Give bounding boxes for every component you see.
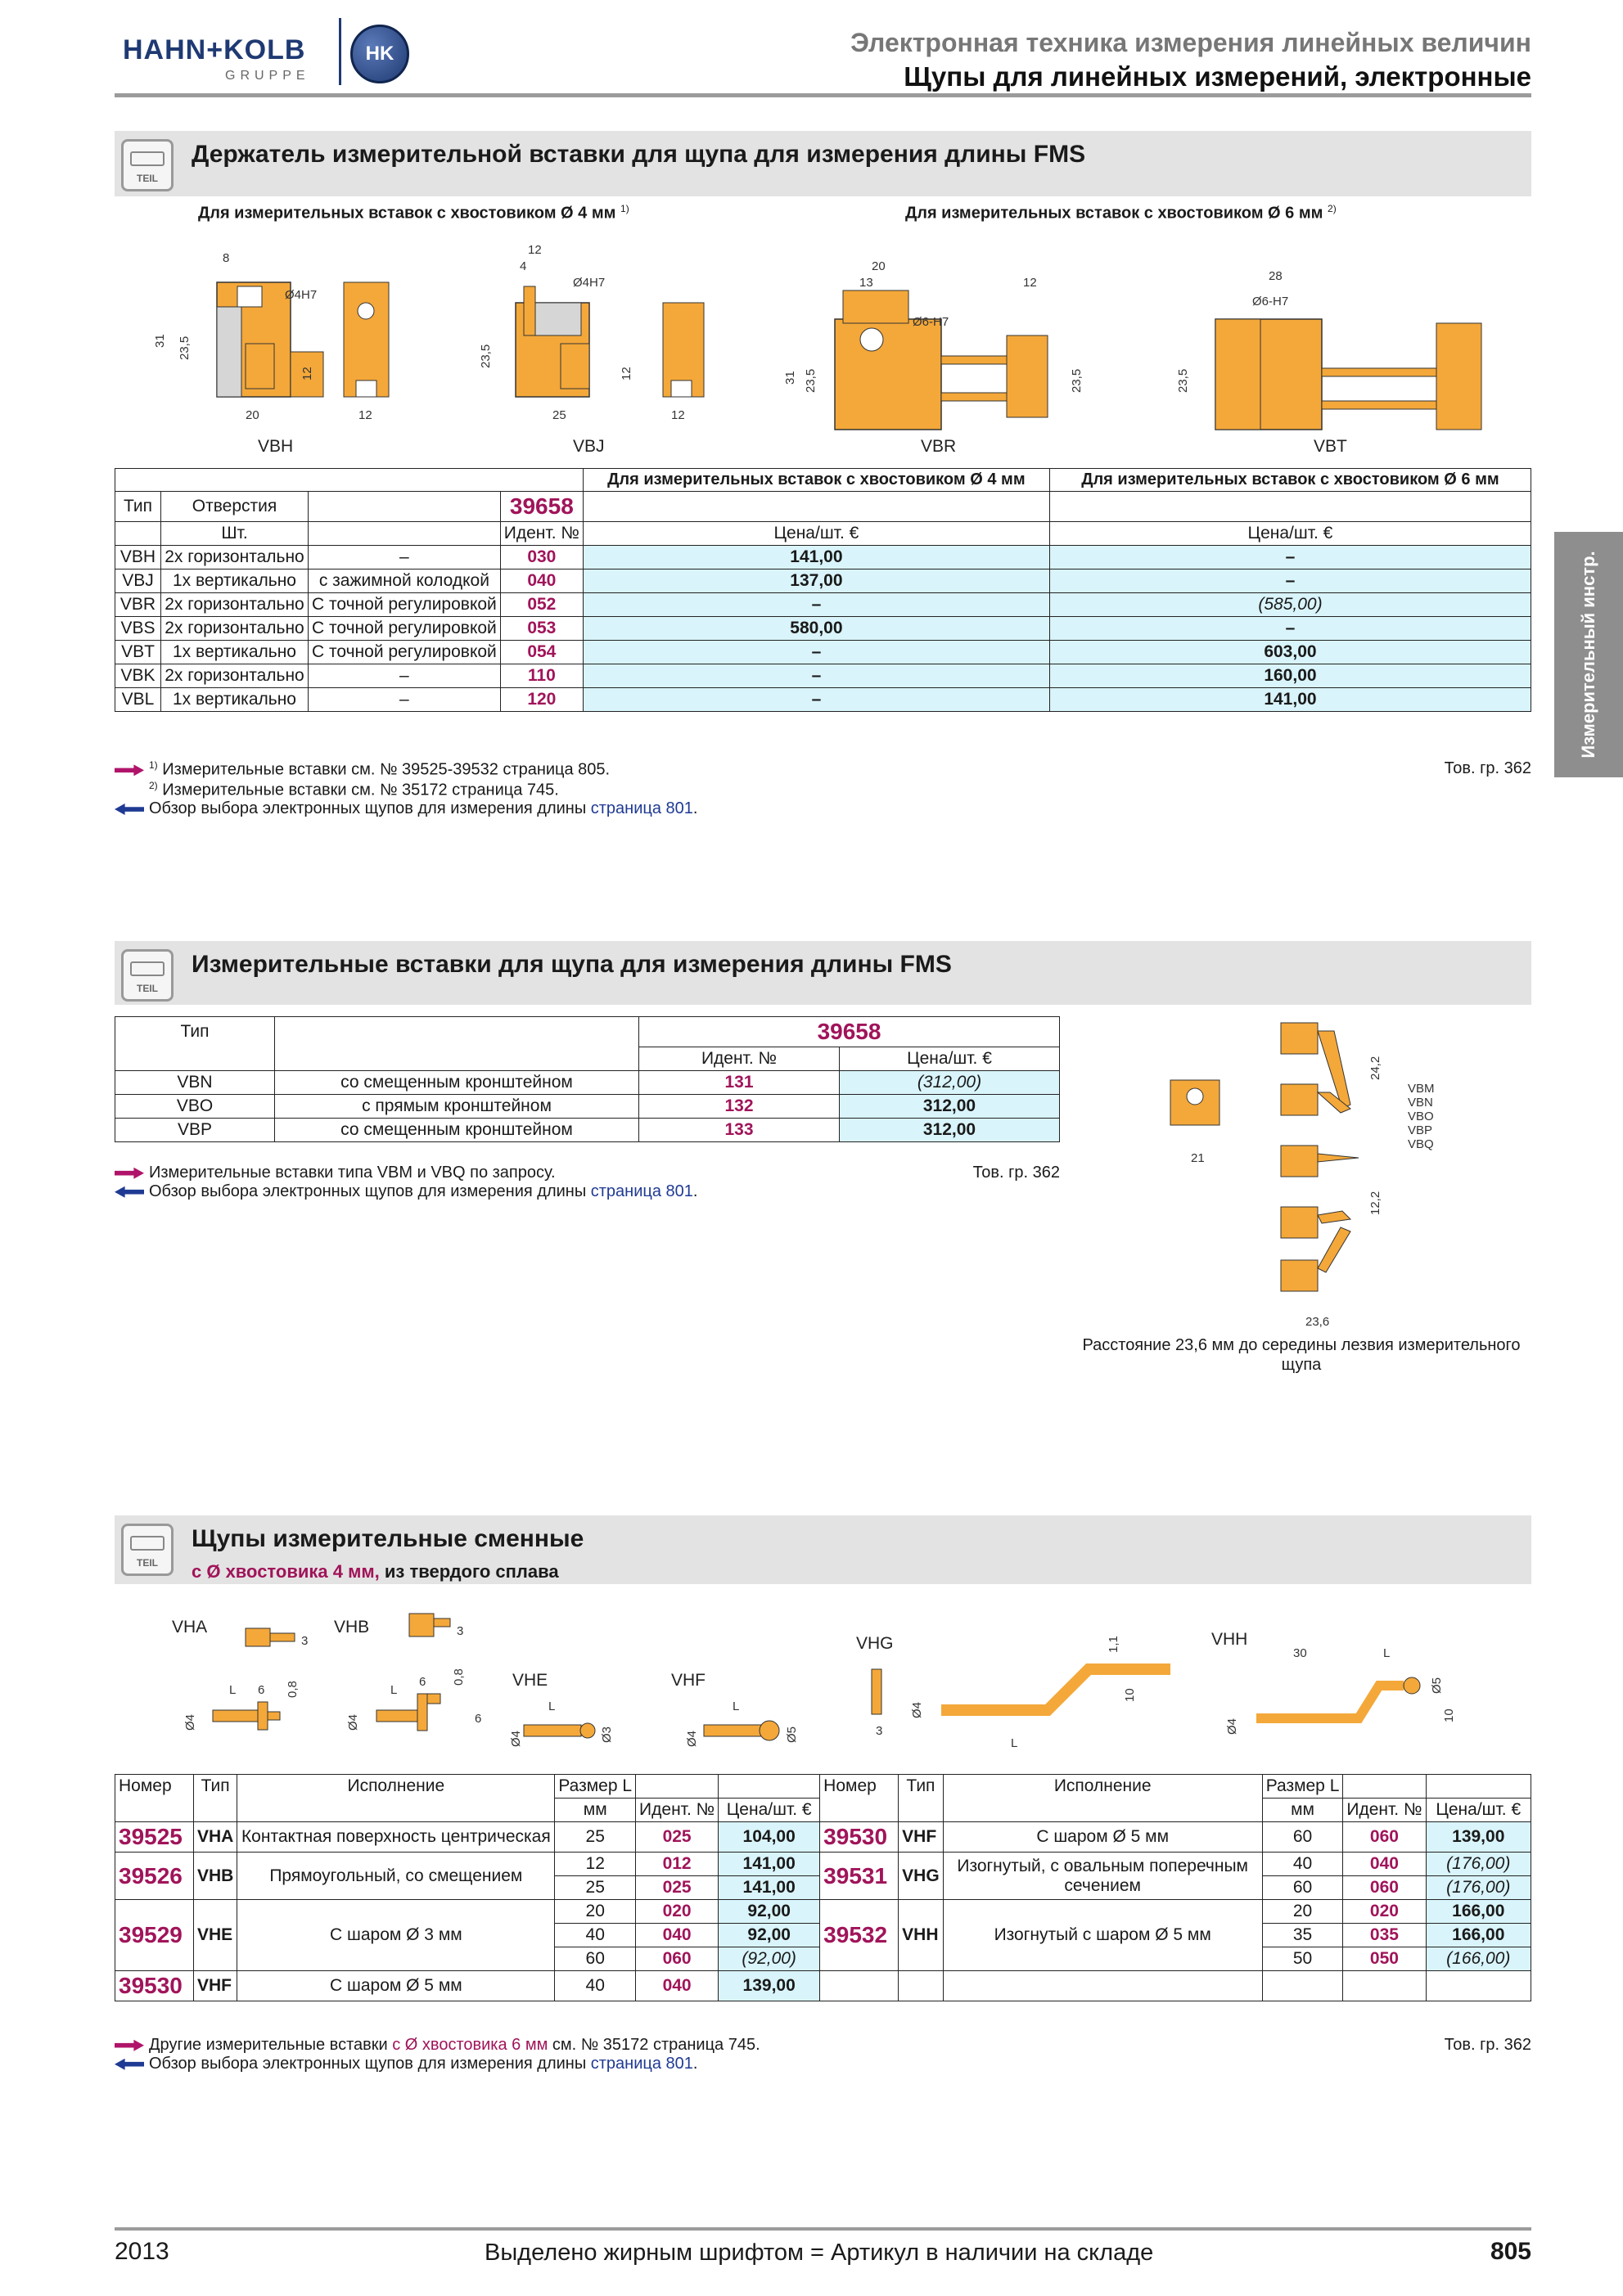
drawing-label: VHE xyxy=(512,1671,548,1690)
cell-type: VBR xyxy=(115,593,161,617)
arrow-left-icon xyxy=(115,1186,144,1198)
drawing-label: VHA xyxy=(172,1618,208,1636)
cell-price-6: 160,00 xyxy=(1049,664,1531,688)
cell-price: (166,00) xyxy=(1426,1947,1531,1971)
cell-price-4: 580,00 xyxy=(583,617,1049,641)
cell-price: 312,00 xyxy=(840,1095,1060,1119)
col-size: Размер L xyxy=(555,1775,636,1799)
cell-num: 39526 xyxy=(115,1853,194,1900)
cell-ident: 060 xyxy=(636,1947,719,1971)
section1-title: Держатель измерительной вставки для щупа для измерения длины FMS xyxy=(192,141,1086,168)
cell-price-6: 141,00 xyxy=(1049,688,1531,712)
cell-price-4: – xyxy=(583,688,1049,712)
cell-ident: 025 xyxy=(636,1822,719,1853)
dim-label: Ø5 xyxy=(785,1726,799,1743)
cell-price: (176,00) xyxy=(1426,1853,1531,1876)
dim-label: Ø4 xyxy=(1225,1717,1239,1735)
cell-ident: 060 xyxy=(1343,1822,1426,1853)
footer-year: 2013 xyxy=(115,2238,169,2265)
cell-type: VHE xyxy=(194,1900,237,1971)
cell-ident: 040 xyxy=(636,1924,719,1947)
dim-label: Ø4 xyxy=(183,1713,197,1731)
cell-size: 40 xyxy=(555,1971,636,2001)
table-row xyxy=(115,1900,1531,1924)
dim-label: 23,5 xyxy=(804,368,818,393)
cell-num: 39530 xyxy=(820,1822,899,1853)
page-number: 805 xyxy=(1490,2238,1531,2265)
dim-label: 12 xyxy=(358,408,372,422)
dim-label: 3 xyxy=(876,1724,883,1738)
table-row xyxy=(115,1971,1531,2001)
cell-price: 166,00 xyxy=(1426,1924,1531,1947)
section2-table xyxy=(115,1016,1060,1142)
cell-holes: 2x горизонтально xyxy=(161,617,309,641)
cell-ident: 120 xyxy=(500,688,583,712)
cell-exec: С шаром Ø 5 мм xyxy=(237,1971,555,2001)
dim-label: 31 xyxy=(153,334,167,348)
goods-group: Тов. гр. 362 xyxy=(1444,2036,1531,2054)
section2-caption: Расстояние 23,6 мм до середины лезвия измерительного щупа xyxy=(1082,1336,1521,1374)
dim-label: 20 xyxy=(872,259,886,273)
logo xyxy=(123,18,417,92)
dim-label: Ø6-H7 xyxy=(913,315,949,329)
dim-label: 12 xyxy=(528,243,542,257)
arrow-right-icon xyxy=(115,1168,144,1179)
dim-label: 25 xyxy=(552,408,566,422)
cell-holes: 2x горизонтально xyxy=(161,546,309,569)
section3-drawings xyxy=(115,1604,1531,1780)
table-row xyxy=(115,1071,1060,1095)
cell-size: 25 xyxy=(555,1822,636,1853)
cell-price-6: – xyxy=(1049,617,1531,641)
cell-price-6: – xyxy=(1049,569,1531,593)
col-type: Тип xyxy=(899,1775,944,1799)
cell-type: VBP xyxy=(115,1119,275,1142)
cell-size: 20 xyxy=(1262,1900,1343,1924)
dim-label: 12 xyxy=(620,367,633,380)
col-price: Цена/шт. € xyxy=(1426,1799,1531,1822)
cell-size: 60 xyxy=(1262,1822,1343,1853)
dim-label: 6 xyxy=(419,1675,426,1689)
table-row xyxy=(115,641,1531,664)
cell-ident: 132 xyxy=(639,1095,840,1119)
cell-exec: Прямоугольный, со смещением xyxy=(237,1853,555,1900)
col-price: Цена/шт. € xyxy=(840,1047,1060,1071)
article-number: 39658 xyxy=(639,1017,1060,1047)
dim-label: Ø6-H7 xyxy=(1252,295,1289,308)
col-pcs: Шт. xyxy=(161,522,309,546)
cell-type: VHF xyxy=(194,1971,237,2001)
tool-icon: TEIL xyxy=(121,949,174,1002)
dim-label: 10 xyxy=(1123,1688,1137,1702)
arrow-right-icon xyxy=(115,764,144,776)
drawing-label: VHF xyxy=(671,1671,706,1690)
cell-desc: С точной регулировкой xyxy=(309,593,501,617)
cell-ident: 040 xyxy=(1343,1853,1426,1876)
dim-label: Ø4 xyxy=(509,1730,523,1747)
dim-label: 24,2 xyxy=(1368,1056,1382,1080)
drawing-vbr xyxy=(783,259,1084,456)
dim-label: 21 xyxy=(1191,1151,1205,1165)
dim-label: 23,5 xyxy=(1070,368,1084,393)
table-row xyxy=(115,617,1531,641)
drawing-label: VBH xyxy=(258,437,294,456)
note-1: $^{1)}$ Измерительные вставки см. № 39525-39532 страница 805. Тов. гр. 362 xyxy=(115,759,1531,780)
table-row xyxy=(115,688,1531,712)
drawing-label: VBM xyxy=(1408,1082,1435,1096)
cell-num: 39529 xyxy=(115,1900,194,1971)
dim-label: Ø4 xyxy=(910,1701,924,1718)
cell-type: VBL xyxy=(115,688,161,712)
cell-price: 141,00 xyxy=(719,1876,820,1900)
logo-text: HAHN+KOLB xyxy=(123,34,306,65)
drawing-label: VHG xyxy=(856,1634,894,1653)
dim-label: 30 xyxy=(1293,1646,1307,1660)
cell-size: 25 xyxy=(555,1876,636,1900)
cell-type: VBO xyxy=(115,1095,275,1119)
cell-exec: С шаром Ø 3 мм xyxy=(237,1900,555,1971)
cell-price-6: 603,00 xyxy=(1049,641,1531,664)
cell-ident: 053 xyxy=(500,617,583,641)
col-holes: Отверстия xyxy=(161,492,309,522)
cell-desc: С точной регулировкой xyxy=(309,641,501,664)
col-price-6: Цена/шт. € xyxy=(1049,522,1531,546)
cell-size: 60 xyxy=(1262,1876,1343,1900)
goods-group: Тов. гр. 362 xyxy=(972,1164,1060,1182)
dim-label: 23,5 xyxy=(178,335,192,360)
cell-price: 92,00 xyxy=(719,1900,820,1924)
table-row xyxy=(115,664,1531,688)
cell-type: VBJ xyxy=(115,569,161,593)
cell-ident: 025 xyxy=(636,1876,719,1900)
drawing-label: VBJ xyxy=(573,437,605,456)
drawing-vbh xyxy=(153,251,389,456)
cell-desc: С точной регулировкой xyxy=(309,617,501,641)
cell-desc: с зажимной колодкой xyxy=(309,569,501,593)
dim-label: Ø3 xyxy=(600,1726,614,1743)
dim-label: 23,5 xyxy=(1176,368,1190,393)
cell-ident: 054 xyxy=(500,641,583,664)
drawing-vbj xyxy=(479,243,704,456)
drawing-vbt xyxy=(1176,269,1481,456)
table-row xyxy=(115,1119,1060,1142)
table-row xyxy=(115,1822,1531,1853)
note-1: Измерительные вставки типа VBM и VBQ по запросу. Тов. гр. 362 xyxy=(115,1164,1060,1182)
cell-ident: 060 xyxy=(1343,1876,1426,1900)
drawing-label: VBR xyxy=(921,437,957,456)
cell-type: VBK xyxy=(115,664,161,688)
table-row xyxy=(115,1853,1531,1876)
cell-ident: 030 xyxy=(500,546,583,569)
dim-label: Ø5 xyxy=(1430,1677,1444,1694)
dim-label: 3 xyxy=(457,1624,464,1638)
cell-type: VHB xyxy=(194,1853,237,1900)
side-tab[interactable]: Измерительный инстр. xyxy=(1554,532,1623,777)
dim-label: Ø4 xyxy=(685,1730,699,1747)
cell-num: 39525 xyxy=(115,1822,194,1853)
cell-price: 312,00 xyxy=(840,1119,1060,1142)
cell-size: 12 xyxy=(555,1853,636,1876)
col-type: Тип xyxy=(194,1775,237,1799)
cell-price-6: – xyxy=(1049,546,1531,569)
cell-price-6: (585,00) xyxy=(1049,593,1531,617)
cell-price: 166,00 xyxy=(1426,1900,1531,1924)
dim-label: 1,1 xyxy=(1107,1636,1120,1653)
header-titles xyxy=(850,28,1531,92)
cell-ident: 035 xyxy=(1343,1924,1426,1947)
section2-drawing xyxy=(1080,1015,1531,1342)
drawing-label: VHH xyxy=(1211,1630,1248,1649)
col-ident: Идент. № xyxy=(636,1799,719,1822)
cell-type: VHA xyxy=(194,1822,237,1853)
drawing-label: VHB xyxy=(334,1618,370,1636)
cell-num: 39530 xyxy=(115,1971,194,2001)
dim-label: 28 xyxy=(1269,269,1283,283)
hdr-group-4: Для измерительных вставок с хвостовиком Ø 4 мм xyxy=(583,469,1049,492)
note-1: Другие измерительные вставки с Ø хвостовика 6 мм см. № 35172 страница 745. Тов. гр. 362 xyxy=(115,2036,1531,2055)
cell-desc: – xyxy=(309,546,501,569)
dim-label: 4 xyxy=(520,259,527,273)
cell-ident: 131 xyxy=(639,1071,840,1095)
dim-label: 12 xyxy=(1023,276,1037,290)
cell-exec: Контактная поверхность центрическая xyxy=(237,1822,555,1853)
col-exec: Исполнение xyxy=(237,1775,555,1799)
dim-label: 31 xyxy=(783,371,797,385)
col-ident: Идент. № xyxy=(639,1047,840,1071)
cell-price-4: – xyxy=(583,641,1049,664)
cell-size: 20 xyxy=(555,1900,636,1924)
cell-ident: 040 xyxy=(500,569,583,593)
cell-size: 60 xyxy=(555,1947,636,1971)
cell-exec: Изогнутый, с овальным поперечным сечением xyxy=(943,1853,1262,1900)
section1-header xyxy=(115,131,1531,196)
footer-divider xyxy=(115,2227,1531,2231)
col-ident: Идент. № xyxy=(1343,1799,1426,1822)
note-2: Обзор выбора электронных щупов для измерения длины страница 801. xyxy=(115,1182,1060,1201)
cell-price: 139,00 xyxy=(1426,1822,1531,1853)
cell-exec: С шаром Ø 5 мм xyxy=(943,1822,1262,1853)
cell-size: 35 xyxy=(1262,1924,1343,1947)
drawing-label: VBN xyxy=(1408,1096,1433,1110)
cell-ident: 012 xyxy=(636,1853,719,1876)
cell-num: 39531 xyxy=(820,1853,899,1900)
cell-price-4: – xyxy=(583,593,1049,617)
header-title: Щупы для линейных измерений, электронные xyxy=(904,61,1531,92)
drawing-label: VBO xyxy=(1408,1110,1434,1123)
article-number: 39658 xyxy=(500,492,583,522)
cell-size: 40 xyxy=(1262,1853,1343,1876)
cell-holes: 2x горизонтально xyxy=(161,593,309,617)
cell-price: 139,00 xyxy=(719,1971,820,2001)
dim-label: 6 xyxy=(475,1712,482,1726)
cell-holes: 1x вертикально xyxy=(161,688,309,712)
dim-label: 23,5 xyxy=(479,344,493,368)
cell-ident: 110 xyxy=(500,664,583,688)
cell-type: VBH xyxy=(115,546,161,569)
note-2: $^{2)}$ Измерительные вставки см. № 35172 страница 745. xyxy=(149,779,559,799)
dim-label: Ø4H7 xyxy=(285,288,318,302)
cell-desc: – xyxy=(309,688,501,712)
section3-notes xyxy=(115,2036,1531,2073)
section1-label-left: Для измерительных вставок с хвостовиком Ø 4 мм $^{1)}$ xyxy=(198,203,629,223)
dim-label: Ø4H7 xyxy=(573,276,606,290)
header-divider xyxy=(115,93,1531,97)
goods-group: Тов. гр. 362 xyxy=(1444,759,1531,777)
dim-label: 10 xyxy=(1442,1708,1456,1722)
drawing-label: VBQ xyxy=(1408,1137,1434,1151)
dim-label: L xyxy=(390,1683,398,1697)
section2-header xyxy=(115,941,1531,1005)
section1-notes xyxy=(115,759,1531,818)
col-mm: мм xyxy=(555,1799,636,1822)
cell-size: 40 xyxy=(555,1924,636,1947)
cell-ident: 133 xyxy=(639,1119,840,1142)
cell-price-4: – xyxy=(583,664,1049,688)
dim-label: L xyxy=(1011,1736,1018,1750)
cell-num: 39532 xyxy=(820,1900,899,1971)
dim-label: 13 xyxy=(859,276,873,290)
cell-ident: 052 xyxy=(500,593,583,617)
cell-ident: 050 xyxy=(1343,1947,1426,1971)
section2-notes xyxy=(115,1164,1060,1201)
cell-holes: 2x горизонтально xyxy=(161,664,309,688)
dim-label: 12 xyxy=(671,408,685,422)
cell-holes: 1x вертикально xyxy=(161,641,309,664)
tool-icon: TEIL xyxy=(121,1524,174,1576)
page-link[interactable]: страница 801 xyxy=(590,2055,693,2073)
cell-type: VBN xyxy=(115,1071,275,1095)
col-num: Номер xyxy=(115,1775,194,1799)
cell-type: VHH xyxy=(899,1900,944,1971)
cell-type: VHG xyxy=(899,1853,944,1900)
header-subtitle: Электронная техника измерения линейных величин xyxy=(850,28,1531,57)
cell-price-4: 137,00 xyxy=(583,569,1049,593)
dim-label: 0,8 xyxy=(286,1681,300,1698)
col-mm: мм xyxy=(1262,1799,1343,1822)
arrow-left-icon xyxy=(115,2059,144,2070)
dim-label: 6 xyxy=(258,1683,265,1697)
hdr-group-6: Для измерительных вставок с хвостовиком Ø 6 мм xyxy=(1049,469,1531,492)
col-price: Цена/шт. € xyxy=(719,1799,820,1822)
dim-label: 0,8 xyxy=(452,1668,466,1686)
page-link[interactable]: страница 801 xyxy=(590,799,693,818)
drawing-label: VBP xyxy=(1408,1123,1433,1137)
col-ident: Идент. № xyxy=(500,522,583,546)
cell-holes: 1x вертикально xyxy=(161,569,309,593)
dim-label: Ø4 xyxy=(346,1713,360,1731)
col-price-4: Цена/шт. € xyxy=(583,522,1049,546)
section3-table xyxy=(115,1774,1531,2001)
cell-ident: 020 xyxy=(1343,1900,1426,1924)
cell-price: 92,00 xyxy=(719,1924,820,1947)
table-row xyxy=(115,546,1531,569)
cell-price: (176,00) xyxy=(1426,1876,1531,1900)
col-type: Тип xyxy=(115,1017,275,1047)
section3-subtitle: с Ø хвостовика 4 мм, из твердого сплава xyxy=(192,1561,559,1582)
dim-label: 12 xyxy=(300,367,314,380)
col-size: Размер L xyxy=(1262,1775,1343,1799)
cell-type: VBS xyxy=(115,617,161,641)
tool-icon: TEIL xyxy=(121,139,174,191)
arrow-right-icon xyxy=(115,2040,144,2051)
dim-label: 23,6 xyxy=(1305,1315,1330,1329)
cell-desc: со смещенным кронштейном xyxy=(275,1119,639,1142)
section2-title: Измерительные вставки для щупа для измерения длины FMS xyxy=(192,951,952,978)
dim-label: 8 xyxy=(223,251,230,265)
dim-label: L xyxy=(733,1699,740,1713)
dim-label: 3 xyxy=(301,1634,309,1648)
page-link[interactable]: страница 801 xyxy=(590,1182,693,1200)
section1-label-right: Для измерительных вставок с хвостовиком Ø 6 мм $^{2)}$ xyxy=(905,203,1337,223)
logo-sub: GRUPPE xyxy=(225,69,310,83)
cell-price: (312,00) xyxy=(840,1071,1060,1095)
cell-price: 141,00 xyxy=(719,1853,820,1876)
col-type: Тип xyxy=(115,492,161,522)
cell-desc: с прямым кронштейном xyxy=(275,1095,639,1119)
logo-mark-icon: HK xyxy=(350,25,409,83)
cell-type: VBT xyxy=(115,641,161,664)
section3-header xyxy=(115,1515,1531,1584)
footer-legend: Выделено жирным шрифтом = Артикул в наличии на складе xyxy=(485,2240,1154,2266)
cell-type: VHF xyxy=(899,1822,944,1853)
note-3: Обзор выбора электронных щупов для измерения длины страница 801. xyxy=(115,799,1531,818)
section1-table xyxy=(115,468,1531,712)
table-row xyxy=(115,1095,1060,1119)
cell-desc: со смещенным кронштейном xyxy=(275,1071,639,1095)
dim-label: L xyxy=(229,1683,237,1697)
col-exec: Исполнение xyxy=(943,1775,1262,1799)
drawing-label: VBT xyxy=(1314,437,1347,456)
cell-ident: 020 xyxy=(636,1900,719,1924)
dim-label: 12,2 xyxy=(1368,1191,1382,1215)
cell-price-4: 141,00 xyxy=(583,546,1049,569)
cell-price: (92,00) xyxy=(719,1947,820,1971)
dim-label: L xyxy=(1383,1646,1391,1660)
cell-ident: 040 xyxy=(636,1971,719,2001)
cell-size: 50 xyxy=(1262,1947,1343,1971)
section3-title: Щупы измерительные сменные xyxy=(192,1525,584,1552)
col-num: Номер xyxy=(820,1775,899,1799)
dim-label: L xyxy=(548,1699,556,1713)
dim-label: 20 xyxy=(246,408,259,422)
table-row xyxy=(115,593,1531,617)
cell-exec: Изогнутый с шаром Ø 5 мм xyxy=(943,1900,1262,1971)
note-2: Обзор выбора электронных щупов для измерения длины страница 801. xyxy=(115,2055,1531,2073)
table-row xyxy=(115,569,1531,593)
cell-price: 104,00 xyxy=(719,1822,820,1853)
section1-drawings xyxy=(115,229,1531,466)
cell-desc: – xyxy=(309,664,501,688)
arrow-left-icon xyxy=(115,804,144,815)
